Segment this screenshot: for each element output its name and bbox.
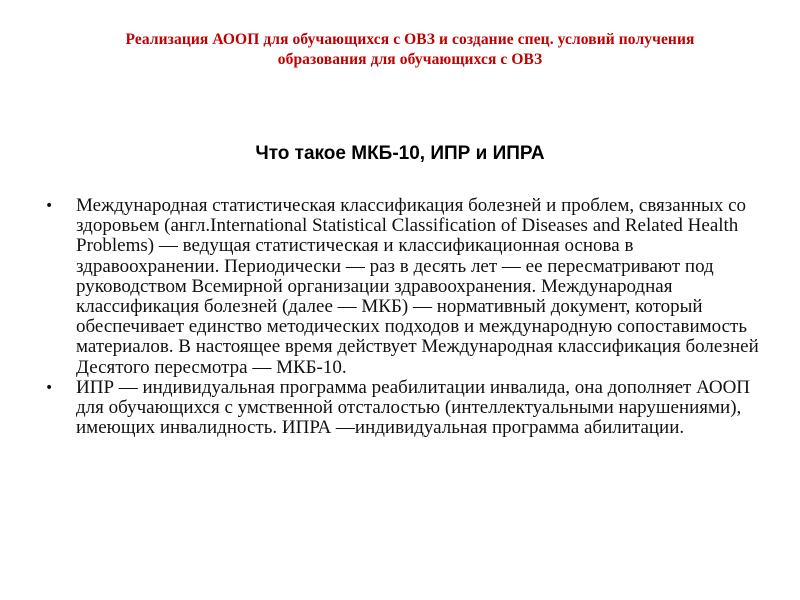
bullet-list: [45, 196, 765, 438]
slide-title-line-2: образования для обучающихся с ОВЗ: [277, 51, 543, 68]
slide-title-line-1: Реализация АООП для обучающихся с ОВЗ и создание спец. условий получения: [125, 31, 695, 48]
bullet-text: ИПР — индивидуальная программа реабилитации инвалида, она дополняет АООП для обучающихся с умственной отсталостью (интеллектуальными нарушениями), имеющих инвалидность. ИПРА —индивидуальная программа абилитации.: [76, 376, 751, 439]
bullet-item-mkb: [45, 196, 765, 378]
bullet-text: Международная статистическая классификация болезней и проблем, связанных со здоровьем (англ.International Statistical Classification of Diseases and Related Health Problems) — ведущая статистическая и классификационная основа в здравоохранении. Периодически — раз в десять лет — ее пересматривают под руководством Всемирной организации здравоохранения. Международная классификация болезней (далее — МКБ) — нормативный документ, который обеспечивает единство методических подходов и международную сопоставимость материалов. В настоящее время действует Международная классификация болезней Десятого пересмотра — МКБ-10.: [76, 195, 759, 378]
section-heading: Что такое МКБ-10, ИПР и ИПРА: [255, 143, 545, 164]
bullet-item-ipr: [45, 378, 765, 439]
bullet-dot-icon: •: [45, 198, 54, 214]
bullet-dot-icon: •: [45, 379, 54, 396]
slide-title: [70, 30, 750, 70]
